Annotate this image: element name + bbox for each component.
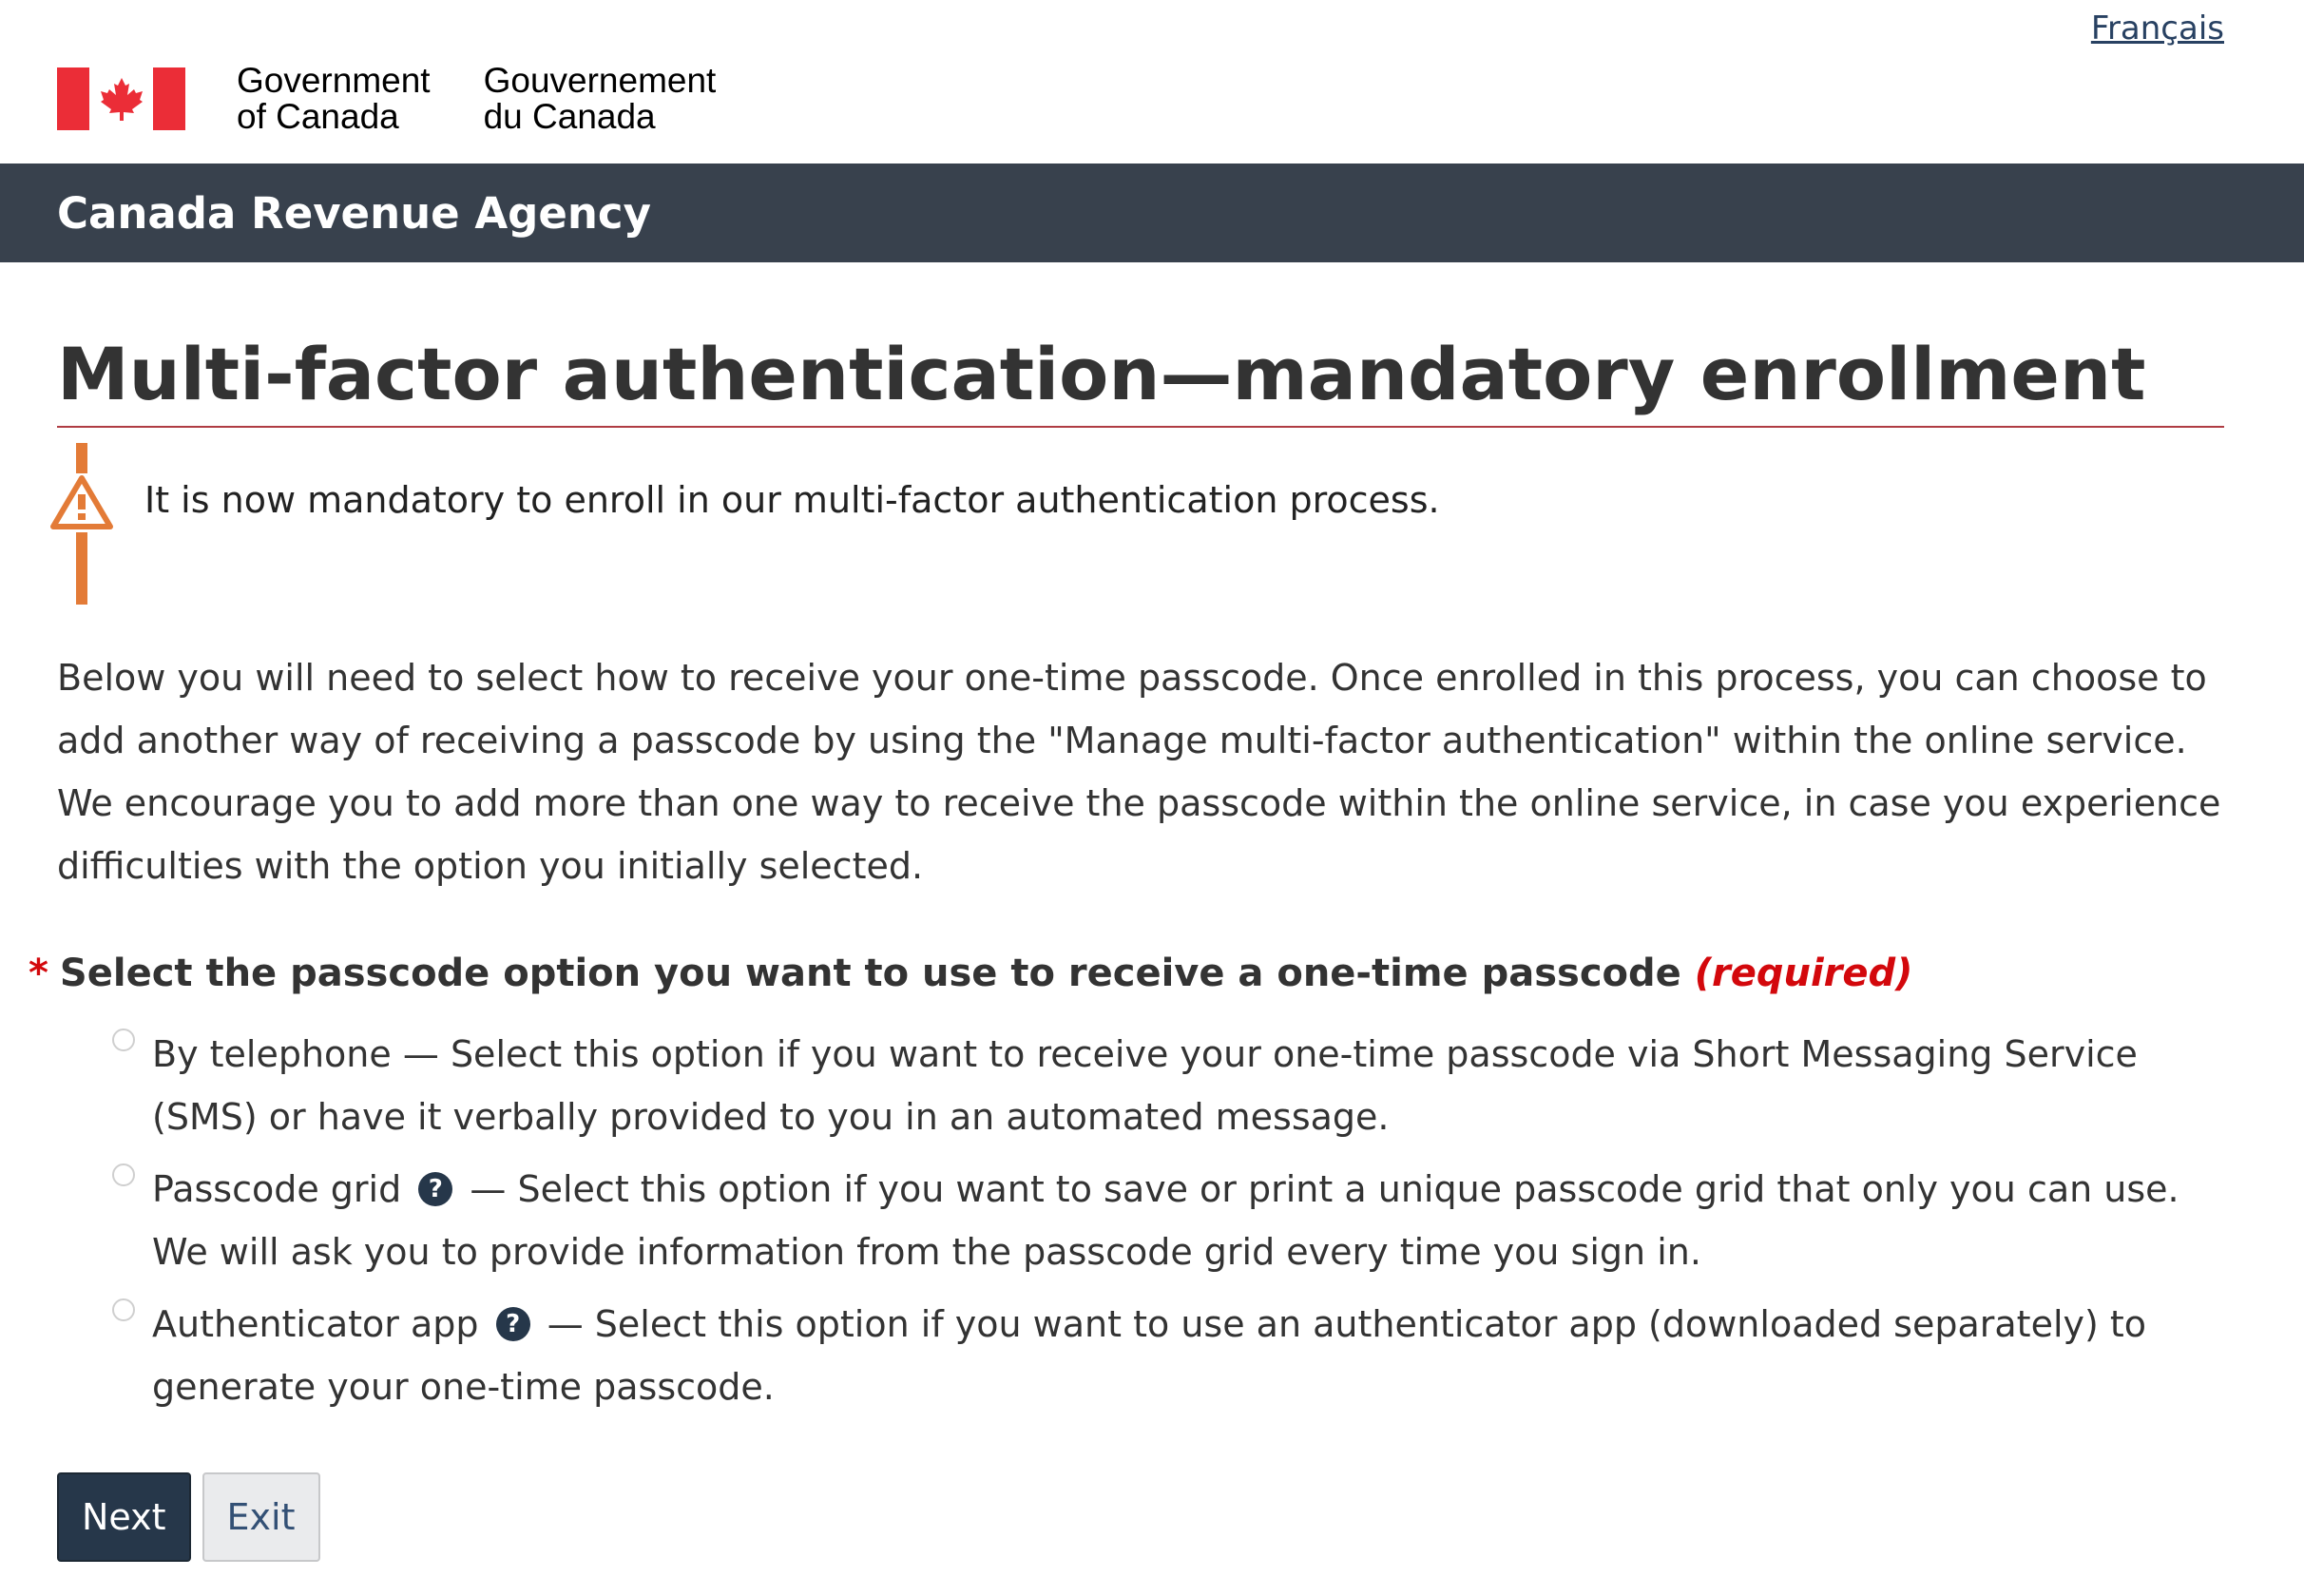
next-button[interactable]: Next bbox=[57, 1472, 191, 1562]
alert-text: It is now mandatory to enroll in our multi-factor authentication process. bbox=[144, 479, 1440, 521]
gov-en-line-2: of Canada bbox=[237, 97, 399, 136]
required-label: (required) bbox=[1694, 952, 1913, 995]
gov-wordmark-fr bbox=[484, 63, 717, 135]
form-actions bbox=[57, 1472, 320, 1562]
question-label: Select the passcode option you want to use to receive a one-time passcode bbox=[59, 952, 1681, 995]
gov-wordmark-en bbox=[237, 63, 431, 135]
gov-fr-line-1: Gouvernement bbox=[483, 61, 717, 100]
option-passcode-grid-description: — Select this option if you want to save or print a unique passcode grid that only you can use. We will ask you to provide information from the passcode grid every time you sign in. bbox=[152, 1168, 2179, 1273]
passcode-options bbox=[112, 1023, 2222, 1428]
option-telephone-description: — Select this option if you want to receive your one-time passcode via Short Messaging Service (SMS) or have it verbally provided to you in an automated message. bbox=[152, 1033, 2138, 1138]
telephone-radio[interactable] bbox=[112, 1029, 135, 1051]
required-star: * bbox=[29, 952, 48, 995]
option-telephone bbox=[112, 1023, 2222, 1148]
question-circle-icon[interactable]: ? bbox=[418, 1172, 452, 1206]
agency-banner bbox=[0, 163, 2304, 262]
warning-alert bbox=[49, 443, 2217, 605]
option-passcode-grid bbox=[112, 1158, 2222, 1283]
exit-button[interactable]: Exit bbox=[202, 1472, 320, 1562]
title-divider bbox=[57, 426, 2224, 428]
option-authenticator-app-label[interactable]: Authenticator app bbox=[152, 1303, 479, 1345]
page-title: Multi-factor authentication—mandatory enrollment bbox=[57, 332, 2146, 416]
passcode-grid-radio[interactable] bbox=[112, 1163, 135, 1186]
option-authenticator-app bbox=[112, 1293, 2222, 1418]
government-signature[interactable] bbox=[57, 63, 716, 135]
option-telephone-label[interactable]: By telephone bbox=[152, 1033, 392, 1075]
agency-title[interactable]: Canada Revenue Agency bbox=[57, 187, 651, 239]
language-toggle-link[interactable]: Français bbox=[2090, 10, 2224, 48]
authenticator-app-radio[interactable] bbox=[112, 1298, 135, 1321]
gov-en-line-1: Government bbox=[237, 61, 431, 100]
option-authenticator-app-description: — Select this option if you want to use an authenticator app (downloaded separately) to generate your one-time passcode. bbox=[152, 1303, 2147, 1408]
warning-icon bbox=[49, 473, 114, 532]
intro-paragraph: Below you will need to select how to receive your one-time passcode. Once enrolled in this process, you can choose to add another way of receiving a passcode by using the "Manage multi-factor authentication" within the online service. We encourage you to add more than one way to receive the passcode within the online service, in case you experience difficulties with the option you initially selected. bbox=[57, 657, 2221, 887]
canada-flag-icon bbox=[57, 67, 185, 130]
passcode-option-question bbox=[29, 943, 1912, 1004]
option-passcode-grid-label[interactable]: Passcode grid bbox=[152, 1168, 402, 1210]
gov-fr-line-2: du Canada bbox=[483, 97, 656, 136]
question-circle-icon[interactable]: ? bbox=[496, 1307, 530, 1341]
